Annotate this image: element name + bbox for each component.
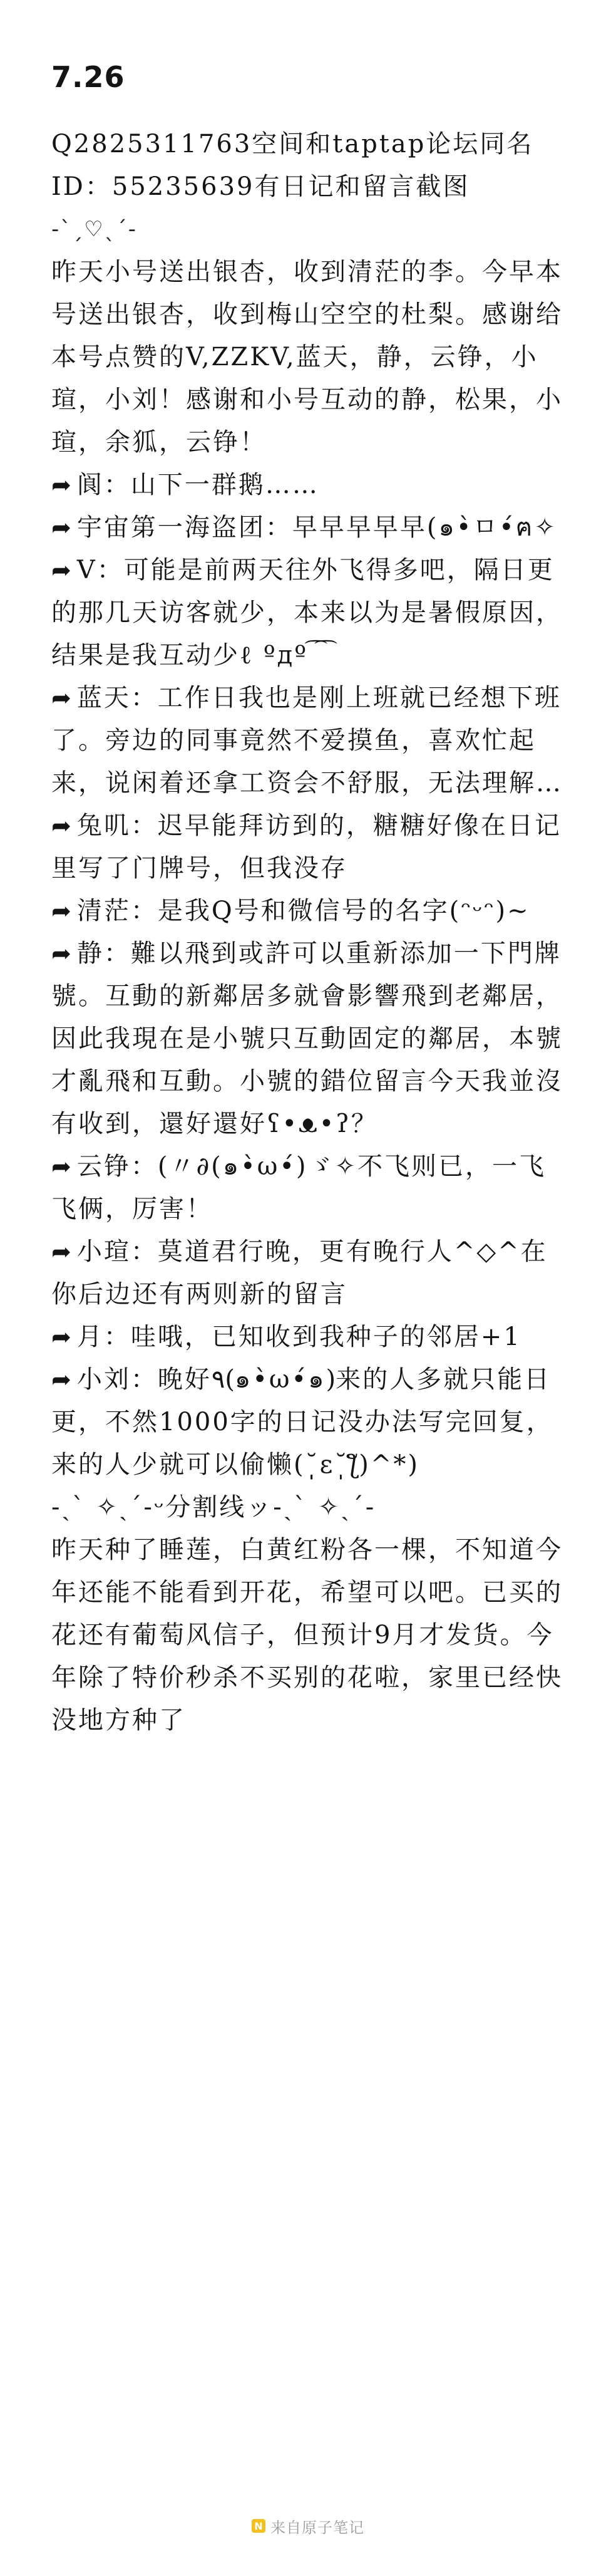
reply-text: 兔叽：迟早能拜访到的，糖糖好像在日记里写了门牌号，但我没存: [51, 811, 562, 883]
reply-arrow-icon: ➦: [51, 940, 73, 967]
footer-source-text: 来自原子笔记: [270, 2518, 364, 2537]
reply-text: 静：難以飛到或許可以重新添加一下門牌號。互動的新鄰居多就會影響飛到老鄰居，因此我現在是小號只互動固定的鄰居，本號才亂飛和互動。小號的錯位留言今天我並沒有收到，還好還好ʕ•ᴥ•ʔ？: [51, 939, 563, 1138]
reply-item: [51, 890, 565, 932]
app-logo-icon: N: [252, 2519, 265, 2533]
reply-list: [51, 464, 565, 1486]
reply-item: [51, 804, 565, 890]
reply-text: 阆：山下一群鹅……: [76, 470, 319, 499]
reply-text: V：可能是前两天往外飞得多吧，隔日更的那几天访客就少，本来以为是暑假原因，结果是我互动少ℓ ºдº ͡ ͡: [51, 556, 563, 670]
reply-arrow-icon: ➦: [51, 1323, 73, 1351]
thanks-paragraph: 昨天小号送出银杏，收到清茫的李。今早本号送出银杏，收到梅山空空的杜梨。感谢给本号点赞的V,ZZKV,蓝天，静，云铮，小瑄，小刘！感谢和小号互动的静，松果，小瑄，余狐，云铮！: [51, 257, 563, 457]
section-divider: -ˏˋ ✧ˎˊ-ᵕ分割线ッ-ˏˋ ✧ˎˊ-: [51, 1493, 376, 1522]
reply-arrow-icon: ➦: [51, 1153, 73, 1180]
closing-paragraph: 昨天种了睡莲，白黄红粉各一棵，不知道今年还能不能看到开花，希望可以吧。已买的花还有葡萄风信子，但预计9月才发货。今年除了特价秒杀不买别的花啦，家里已经快没地方种了: [51, 1535, 563, 1735]
author-meta: [51, 123, 565, 208]
reply-arrow-icon: ➦: [51, 514, 73, 541]
meta-id-line: ID：55235639有日记和留言截图: [51, 172, 470, 201]
reply-text: 蓝天：工作日我也是刚上班就已经想下班了。旁边的同事竟然不爱摸鱼，喜欢忙起来，说闲着还拿工资会不舒服，无法理解…: [51, 683, 563, 797]
reply-arrow-icon: ➦: [51, 1366, 73, 1393]
reply-arrow-icon: ➦: [51, 556, 73, 584]
diary-date-title: 7.26: [51, 60, 125, 94]
reply-arrow-icon: ➦: [51, 471, 73, 499]
reply-item: [51, 506, 565, 549]
diary-content: [51, 251, 565, 1742]
reply-text: 月：哇哦，已知收到我种子的邻居+1: [76, 1322, 521, 1351]
reply-item: [51, 1145, 565, 1230]
reply-item: [51, 1358, 565, 1486]
reply-text: 清茫：是我Q号和微信号的名字(ᵔᵕᵔ)~: [76, 896, 530, 925]
app-footer: [0, 2513, 616, 2538]
decoration-heart-line: -ˋˏ♡ˎˊ-: [51, 217, 138, 242]
reply-item: [51, 549, 565, 677]
reply-item: [51, 1316, 565, 1358]
reply-item: [51, 464, 565, 506]
reply-arrow-icon: ➦: [51, 812, 73, 839]
reply-arrow-icon: ➦: [51, 684, 73, 712]
reply-text: 小瑄：莫道君行晚，更有晚行人^◇^在你后边还有两则新的留言: [51, 1237, 548, 1309]
reply-text: 云铮：(〃∂(๑•̀ω•́)ゞ✧不飞则已，一飞飞俩，厉害！: [51, 1152, 547, 1223]
reply-item: [51, 932, 565, 1145]
reply-text: 宇宙第一海盗团：早早早早早(๑•̀ㅁ•́ฅ✧: [76, 513, 557, 542]
reply-text: 小刘：晚好٩(๑•̀ω•́๑)来的人多就只能日更，不然1000字的日记没办法写完回复，来的人少就可以偷懒(˘̩̩̩ε˘̩ƪ)^*): [51, 1365, 553, 1479]
reply-item: [51, 1230, 565, 1316]
reply-arrow-icon: ➦: [51, 897, 73, 925]
meta-qq-line: Q2825311763空间和taptap论坛同名: [51, 130, 534, 158]
reply-arrow-icon: ➦: [51, 1238, 73, 1265]
reply-item: [51, 677, 565, 804]
